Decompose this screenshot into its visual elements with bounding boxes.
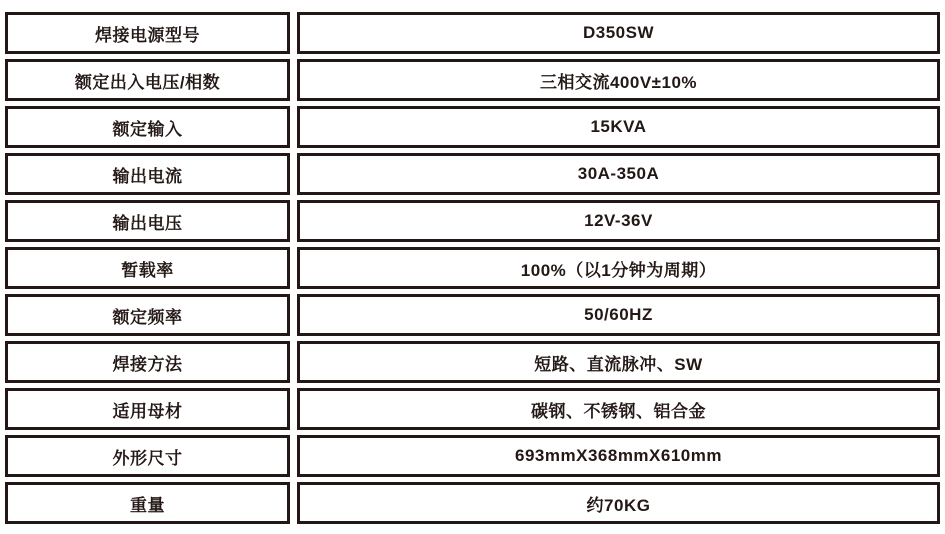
spec-label: 额定输入 bbox=[112, 119, 183, 139]
spec-label: 外形尺寸 bbox=[112, 448, 183, 468]
table-row bbox=[5, 341, 940, 383]
spec-label: 额定出入电压/相数 bbox=[74, 72, 221, 92]
spec-label-cell bbox=[5, 435, 290, 477]
table-row bbox=[5, 200, 940, 242]
spec-label: 额定频率 bbox=[112, 307, 183, 327]
spec-label: 输出电流 bbox=[112, 166, 183, 186]
spec-label-cell bbox=[5, 341, 290, 383]
table-row bbox=[5, 153, 940, 195]
spec-label-cell bbox=[5, 294, 290, 336]
spec-value: 三相交流400V±10% bbox=[539, 72, 698, 92]
spec-value: 100%（以1分钟为周期） bbox=[520, 260, 717, 280]
table-row bbox=[5, 247, 940, 289]
spec-label: 焊接电源型号 bbox=[95, 25, 200, 45]
spec-value: 15KVA bbox=[590, 117, 647, 136]
spec-label-cell bbox=[5, 12, 290, 54]
spec-label: 适用母材 bbox=[112, 401, 183, 421]
table-row bbox=[5, 106, 940, 148]
spec-label: 输出电压 bbox=[112, 213, 183, 233]
spec-label-cell bbox=[5, 106, 290, 148]
spec-value: D350SW bbox=[582, 23, 655, 42]
spec-value: 短路、直流脉冲、SW bbox=[534, 354, 703, 374]
spec-value: 约70KG bbox=[586, 495, 651, 515]
table-row bbox=[5, 482, 940, 524]
spec-label: 暂载率 bbox=[121, 260, 174, 280]
spec-value: 12V-36V bbox=[584, 211, 653, 230]
spec-label: 重量 bbox=[130, 495, 165, 515]
spec-table bbox=[5, 12, 940, 524]
spec-value-cell bbox=[297, 12, 940, 54]
spec-value-cell bbox=[297, 153, 940, 195]
spec-value: 碳钢、不锈钢、铝合金 bbox=[531, 401, 706, 421]
spec-label-cell bbox=[5, 388, 290, 430]
spec-value-cell bbox=[297, 247, 940, 289]
spec-value-cell bbox=[297, 482, 940, 524]
spec-label-cell bbox=[5, 153, 290, 195]
spec-value: 50/60HZ bbox=[584, 305, 653, 324]
spec-label-cell bbox=[5, 482, 290, 524]
spec-value-cell bbox=[297, 200, 940, 242]
table-row bbox=[5, 59, 940, 101]
spec-label-cell bbox=[5, 59, 290, 101]
spec-label: 焊接方法 bbox=[112, 354, 183, 374]
table-row bbox=[5, 435, 940, 477]
spec-label-cell bbox=[5, 247, 290, 289]
table-row bbox=[5, 294, 940, 336]
table-row bbox=[5, 388, 940, 430]
spec-value: 30A-350A bbox=[577, 164, 660, 183]
spec-value-cell bbox=[297, 59, 940, 101]
spec-label-cell bbox=[5, 200, 290, 242]
spec-value-cell bbox=[297, 435, 940, 477]
spec-value-cell bbox=[297, 341, 940, 383]
table-row bbox=[5, 12, 940, 54]
spec-value: 693mmX368mmX610mm bbox=[515, 446, 722, 465]
spec-value-cell bbox=[297, 294, 940, 336]
spec-value-cell bbox=[297, 106, 940, 148]
spec-value-cell bbox=[297, 388, 940, 430]
